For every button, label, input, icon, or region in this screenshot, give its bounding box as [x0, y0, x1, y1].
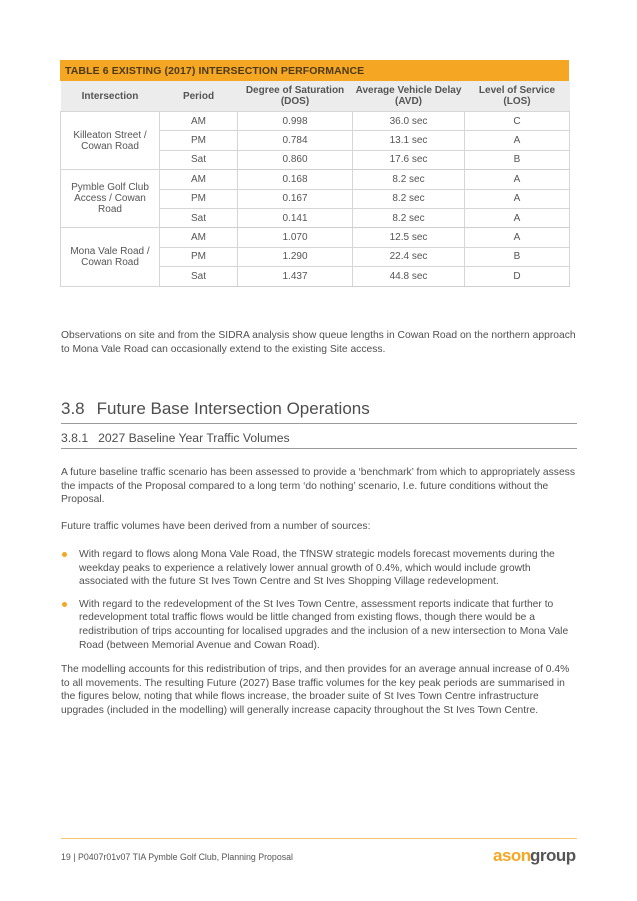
dos-cell: 1.070: [238, 228, 353, 247]
los-cell: A: [465, 170, 570, 189]
subsection-title: 2027 Baseline Year Traffic Volumes: [98, 431, 290, 445]
table-row: [61, 112, 570, 131]
col-header-dos: Degree of Saturation (DOS): [238, 81, 353, 112]
avd-cell: 17.6 sec: [353, 150, 465, 169]
asongroup-logo: [493, 845, 579, 867]
intersection-performance-table: [60, 60, 569, 287]
period-cell: Sat: [160, 208, 238, 227]
period-cell: PM: [160, 131, 238, 150]
avd-cell: 8.2 sec: [353, 208, 465, 227]
los-cell: B: [465, 150, 570, 169]
table-grid: [60, 81, 570, 287]
col-header-los: Level of Service (LOS): [465, 81, 570, 112]
period-cell: Sat: [160, 267, 238, 286]
period-cell: AM: [160, 112, 238, 131]
los-cell: B: [465, 247, 570, 266]
col-header-period: Period: [160, 81, 238, 112]
avd-cell: 13.1 sec: [353, 131, 465, 150]
dos-cell: 0.860: [238, 150, 353, 169]
dos-cell: 0.998: [238, 112, 353, 131]
logo-text-ason: ason: [493, 846, 531, 865]
table-caption: TABLE 6 EXISTING (2017) INTERSECTION PERFORMANCE: [60, 60, 569, 81]
avd-cell: 36.0 sec: [353, 112, 465, 131]
los-cell: C: [465, 112, 570, 131]
avd-cell: 44.8 sec: [353, 267, 465, 286]
avd-cell: 8.2 sec: [353, 170, 465, 189]
bullet-icon: [62, 602, 67, 607]
los-cell: D: [465, 267, 570, 286]
list-item: [61, 548, 577, 589]
dos-cell: 0.167: [238, 189, 353, 208]
intersection-cell: Mona Vale Road / Cowan Road: [61, 228, 160, 286]
section-title: Future Base Intersection Operations: [96, 399, 370, 418]
section-heading: [61, 399, 577, 424]
los-cell: A: [465, 131, 570, 150]
table-row: [61, 228, 570, 247]
los-cell: A: [465, 208, 570, 227]
footer-divider: [61, 838, 577, 839]
intersection-cell: Killeaton Street / Cowan Road: [61, 112, 160, 170]
table-row: [61, 170, 570, 189]
period-cell: PM: [160, 189, 238, 208]
col-header-avd: Average Vehicle Delay (AVD): [353, 81, 465, 112]
los-cell: A: [465, 189, 570, 208]
subsection-number: 3.8.1: [61, 431, 89, 445]
sources-intro-paragraph: Future traffic volumes have been derived from a number of sources:: [61, 521, 371, 532]
bullet-icon: [62, 552, 67, 557]
observations-paragraph: Observations on site and from the SIDRA analysis show queue lengths in Cowan Road on the northern approach to Mona Vale Road can occasionally extend to the existing Site access.: [61, 330, 576, 355]
dos-cell: 0.168: [238, 170, 353, 189]
logo-text-group: group: [530, 846, 576, 865]
avd-cell: 8.2 sec: [353, 189, 465, 208]
intersection-cell: Pymble Golf Club Access / Cowan Road: [61, 170, 160, 228]
list-item-text: With regard to the redevelopment of the St Ives Town Centre, assessment reports indicate that further to redevelopment total traffic flows would be little changed from existing flows, though there would be a redistribution of trips accounting for localised upgrades and the inclusion of a new intersection to Mona Vale Road (between Memorial Avenue and Cowan Road).: [79, 598, 569, 651]
dos-cell: 1.290: [238, 247, 353, 266]
period-cell: PM: [160, 247, 238, 266]
avd-cell: 22.4 sec: [353, 247, 465, 266]
footer-page-info: 19 | P0407r01v07 TIA Pymble Golf Club, Planning Proposal: [61, 852, 293, 862]
dos-cell: 0.784: [238, 131, 353, 150]
period-cell: AM: [160, 170, 238, 189]
section-number: 3.8: [61, 399, 85, 418]
period-cell: Sat: [160, 150, 238, 169]
avd-cell: 12.5 sec: [353, 228, 465, 247]
table-header-row: [61, 81, 570, 112]
period-cell: AM: [160, 228, 238, 247]
sources-bullet-list: [61, 548, 577, 661]
baseline-paragraph: A future baseline traffic scenario has been assessed to provide a ‘benchmark’ from which to appropriately assess the impacts of the Proposal compared to a long term ‘do nothing’ scenario, I.e. future conditions without the Proposal.: [61, 467, 575, 506]
dos-cell: 1.437: [238, 267, 353, 286]
dos-cell: 0.141: [238, 208, 353, 227]
subsection-heading: [61, 431, 577, 449]
col-header-intersection: Intersection: [61, 81, 160, 112]
list-item: [61, 598, 577, 652]
los-cell: A: [465, 228, 570, 247]
modelling-paragraph: The modelling accounts for this redistribution of trips, and then provides for an average annual increase of 0.4% to all movements. The resulting Future (2027) Base traffic volumes for the key peak periods are summarised in the figures below, noting that while flows increase, the broader suite of St Ives Town Centre infrastructure upgrades (included in the modelling) will generally increase capacity throughout the St Ives Town Centre.: [61, 664, 570, 716]
list-item-text: With regard to flows along Mona Vale Road, the TfNSW strategic models forecast movements during the weekday peaks to experience a relatively lower annual growth of 0.4%, which would include growth associated with the future St Ives Town Centre and St Ives Shopping Village redevelopment.: [79, 549, 555, 588]
